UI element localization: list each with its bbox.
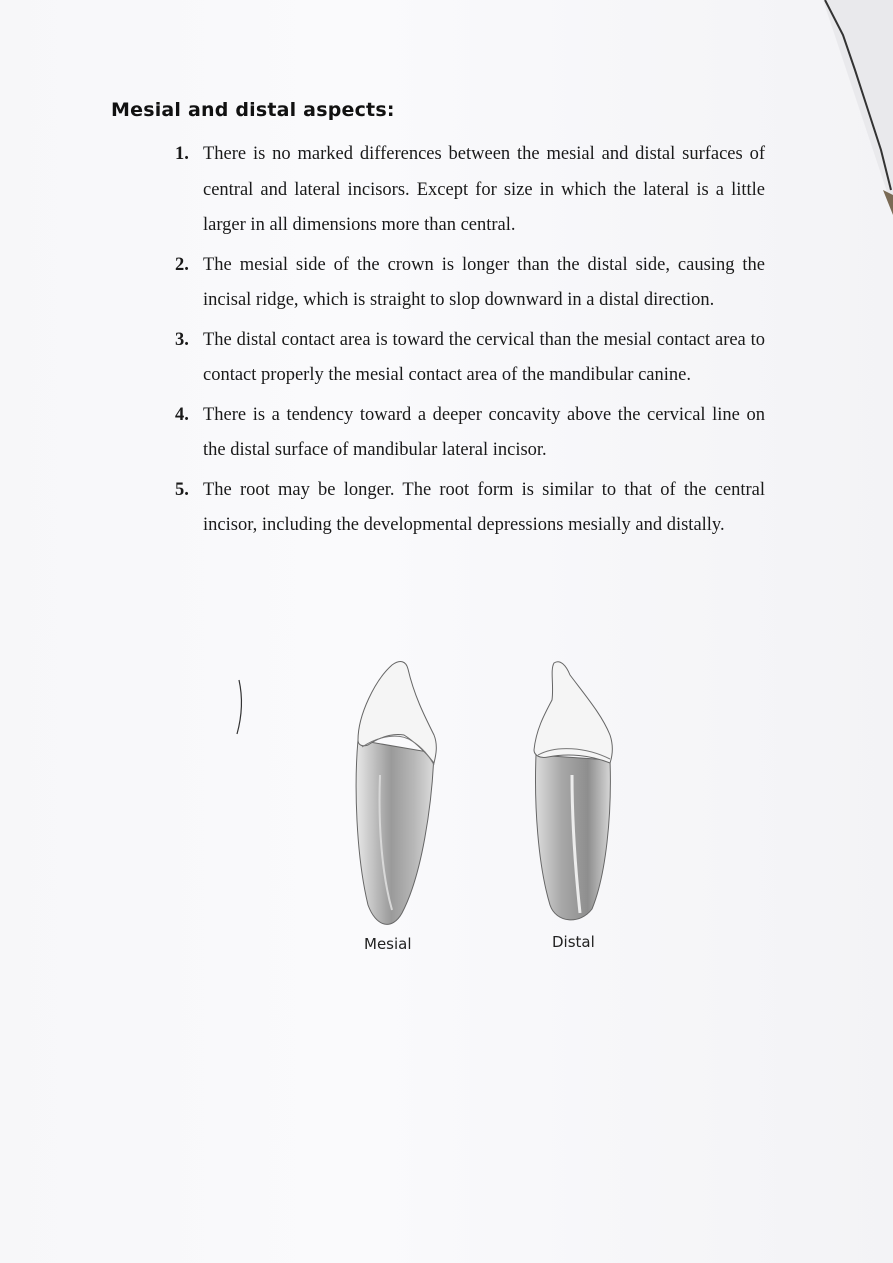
- item-text: The mesial side of the crown is longer than the distal side, causing the incisal ridge, which is straight to slop downward in a distal direction.: [203, 254, 765, 310]
- distal-caption: Distal: [552, 933, 595, 951]
- item-number: 4.: [175, 404, 189, 425]
- section-heading: Mesial and distal aspects:: [111, 99, 395, 121]
- item-number: 1.: [175, 144, 189, 164]
- item-text: There is no marked differences between the mesial and distal surfaces of central and lateral incisors. Except for size in which the lateral is a little larger in all dimensions more than central.: [203, 144, 765, 235]
- item-number: 2.: [175, 254, 189, 275]
- item-text: The distal contact area is toward the cervical than the mesial contact area to contact properly the mesial contact area of the mandibular canine.: [203, 329, 765, 385]
- aspect-list: [175, 137, 765, 548]
- item-number: 5.: [175, 479, 189, 500]
- list-item: [175, 248, 765, 319]
- page-fold-shadow: [773, 0, 893, 220]
- pencil-mark: [225, 678, 255, 738]
- list-item: [175, 398, 765, 469]
- distal-tooth: [534, 662, 612, 920]
- list-item: [175, 473, 765, 544]
- incisor-illustration: [340, 655, 640, 965]
- list-item: [175, 323, 765, 394]
- item-number: 3.: [175, 329, 189, 350]
- item-text: There is a tendency toward a deeper concavity above the cervical line on the distal surface of mandibular lateral incisor.: [203, 404, 765, 460]
- item-text: The root may be longer. The root form is similar to that of the central incisor, including the developmental depressions mesially and distally.: [203, 479, 765, 535]
- mesial-caption: Mesial: [364, 935, 412, 953]
- mesial-tooth: [356, 662, 436, 925]
- list-item: [175, 137, 765, 244]
